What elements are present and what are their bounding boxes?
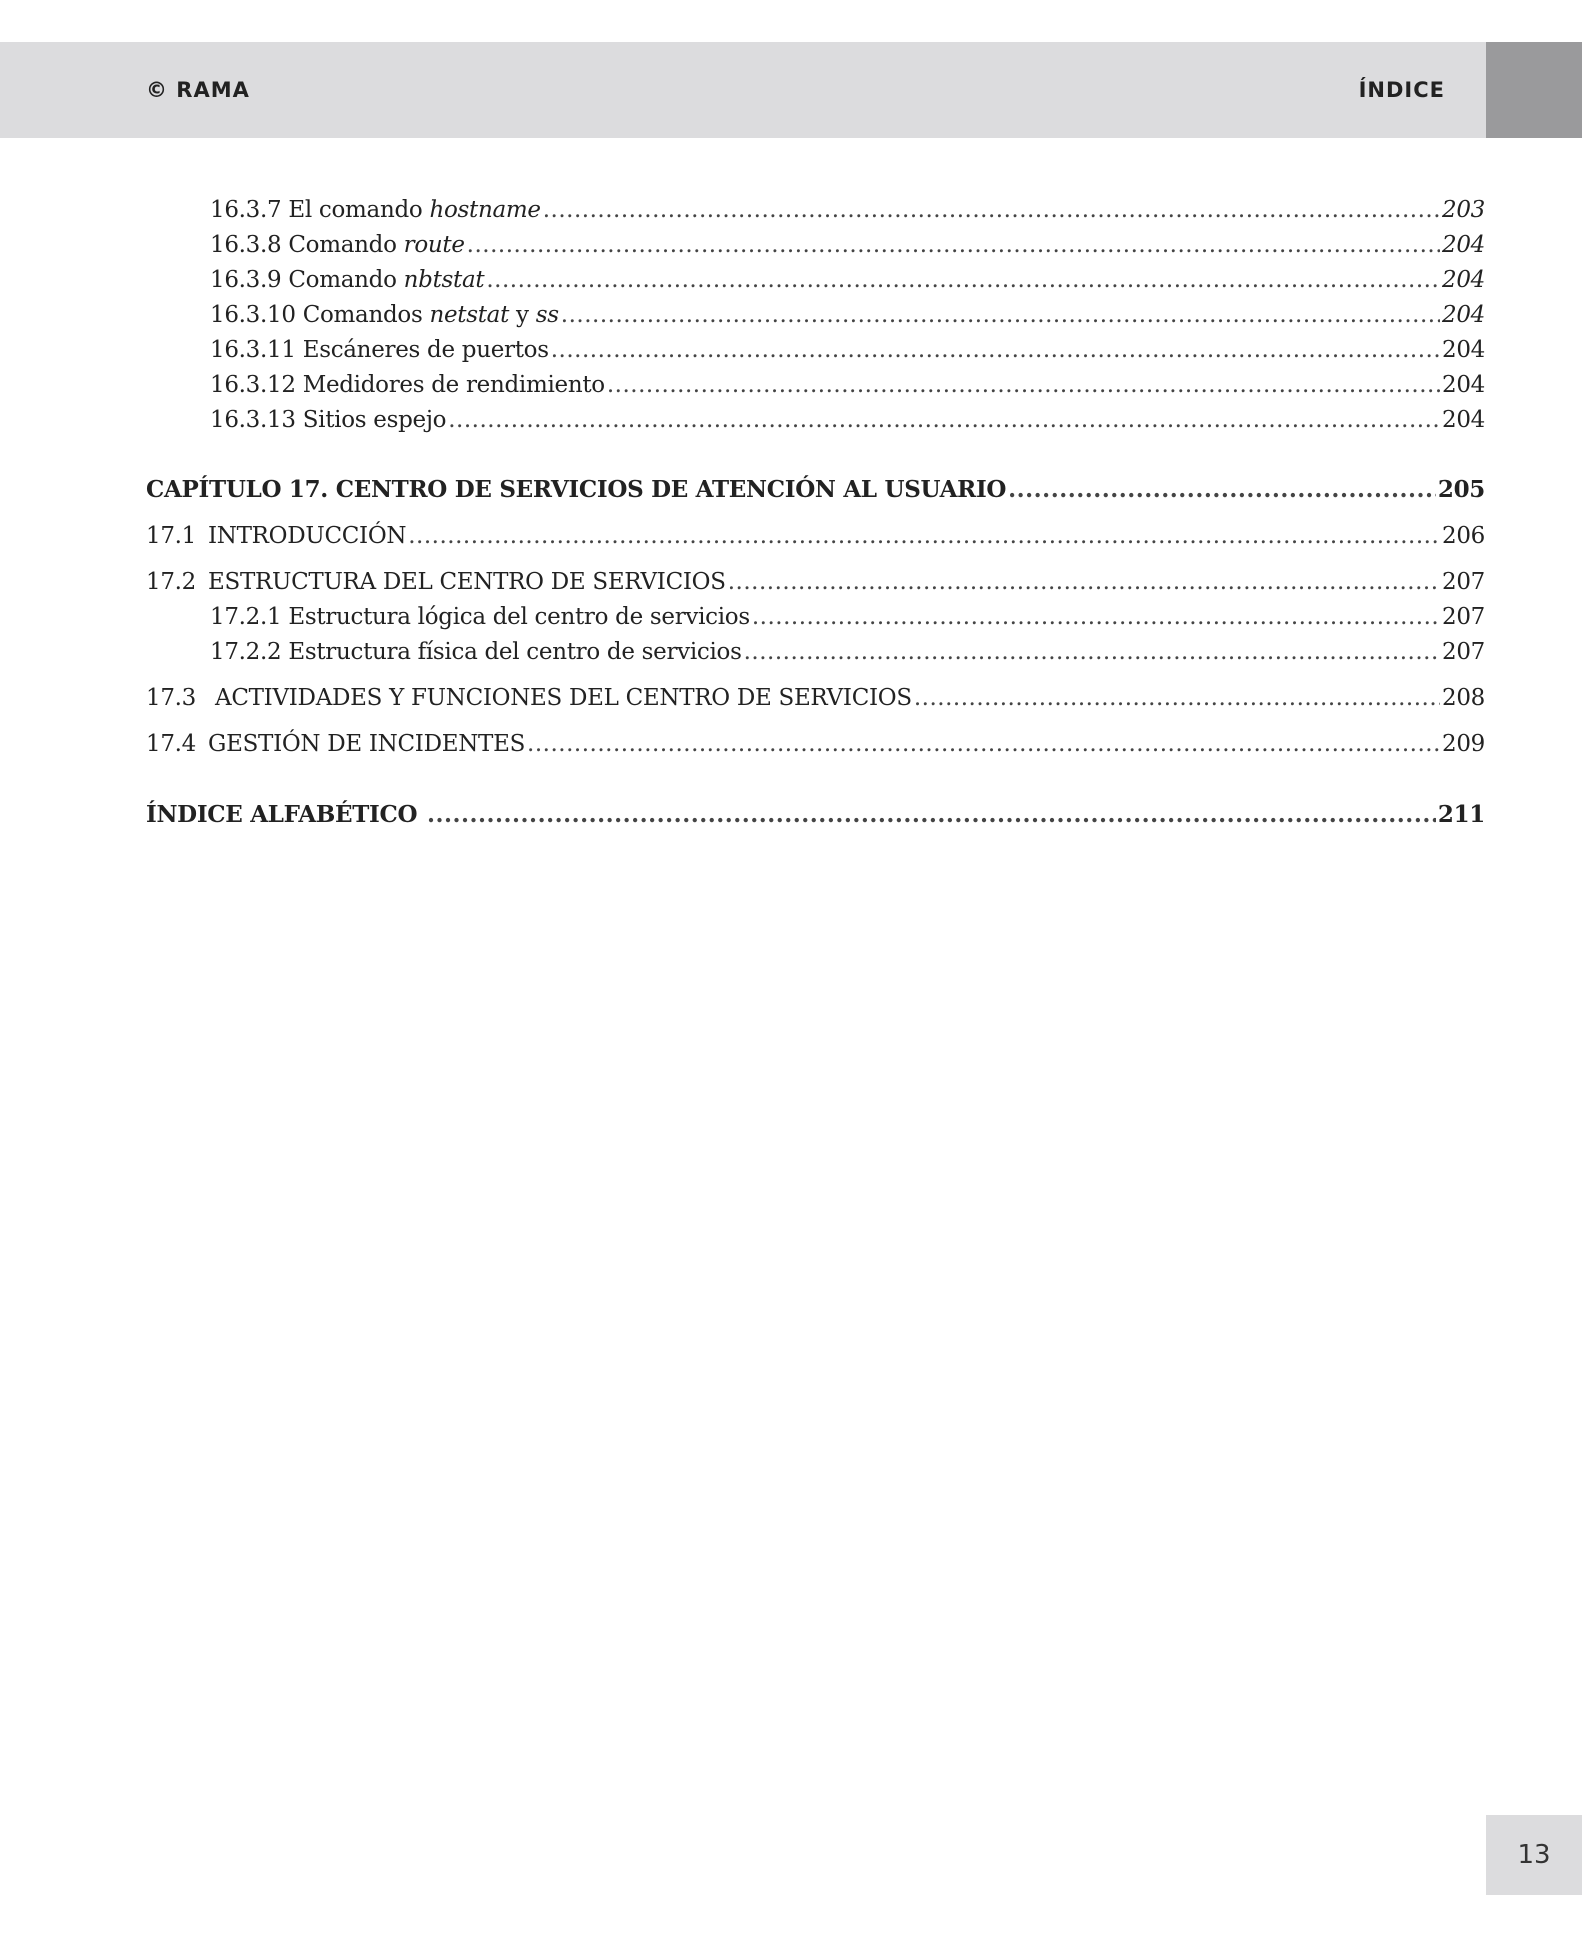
page-ref: 206 [1442, 523, 1485, 549]
leader-dots [551, 335, 1440, 365]
header-publisher: © RAMA [146, 78, 250, 102]
page-number: 13 [1517, 1840, 1551, 1870]
header-section-title: ÍNDICE [1358, 78, 1445, 102]
page-ref: 207 [1442, 639, 1485, 665]
toc-entry[interactable]: 17.2.2 Estructura física del centro de servicios ..... 207 [210, 637, 1485, 667]
leader-dots [607, 370, 1440, 400]
page-ref: 205 [1437, 476, 1485, 503]
page-ref: 207 [1442, 569, 1485, 595]
toc-entry[interactable]: 17.2 ESTRUCTURA DEL CENTRO DE SERVICIOS ..... 207 [146, 567, 1485, 597]
leader-dots [527, 729, 1440, 759]
page-ref: 211 [1437, 801, 1485, 828]
toc-entry[interactable]: 16.3.10 Comandos netstat y ss ..... 204 [210, 300, 1485, 330]
leader-dots [752, 602, 1440, 632]
toc-index-entry[interactable]: ÍNDICE ALFABÉTICO ..... 211 [146, 800, 1485, 830]
toc-entry[interactable]: 16.3.9 Comando nbtstat ..... 204 [210, 265, 1485, 295]
page-ref: 209 [1442, 731, 1485, 757]
toc-entry[interactable]: 16.3.13 Sitios espejo ..... 204 [210, 405, 1485, 435]
page-ref: 204 [1442, 407, 1485, 433]
toc-entry[interactable]: 17.1 INTRODUCCIÓN ..... 206 [146, 521, 1485, 551]
page-ref: 204 [1442, 372, 1485, 398]
leader-dots [448, 405, 1440, 435]
toc-entry[interactable]: 16.3.7 El comando hostname ..... 203 [210, 195, 1485, 225]
page-ref: 208 [1442, 685, 1485, 711]
leader-dots [1008, 475, 1436, 505]
page-ref: 204 [1442, 337, 1485, 363]
toc-entry[interactable]: 16.3.12 Medidores de rendimiento ..... 204 [210, 370, 1485, 400]
leader-dots [561, 300, 1440, 330]
toc-entry[interactable]: 17.4 GESTIÓN DE INCIDENTES ..... 209 [146, 729, 1485, 759]
toc-entry[interactable]: 17.2.1 Estructura lógica del centro de servicios ..... 207 [210, 602, 1485, 632]
leader-dots [467, 230, 1440, 260]
page-ref: 207 [1442, 604, 1485, 630]
leader-dots [427, 800, 1436, 830]
leader-dots [408, 521, 1440, 551]
toc-entry[interactable]: 16.3.11 Escáneres de puertos ..... 204 [210, 335, 1485, 365]
page-ref: 204 [1442, 232, 1485, 258]
toc-entry[interactable]: 16.3.8 Comando route ..... 204 [210, 230, 1485, 260]
page-ref: 204 [1442, 302, 1485, 328]
toc-chapter-entry[interactable]: CAPÍTULO 17. CENTRO DE SERVICIOS DE ATENCIÓN AL USUARIO ..... 205 [146, 475, 1485, 505]
leader-dots [728, 567, 1440, 597]
leader-dots [744, 637, 1440, 667]
page-ref: 204 [1442, 267, 1485, 293]
leader-dots [543, 195, 1440, 225]
page-ref: 203 [1442, 197, 1485, 223]
toc-entry[interactable]: 17.3 ACTIVIDADES Y FUNCIONES DEL CENTRO DE SERVICIOS ..... 208 [146, 683, 1485, 713]
header-tab [1486, 42, 1582, 138]
leader-dots [486, 265, 1440, 295]
leader-dots [914, 683, 1440, 713]
